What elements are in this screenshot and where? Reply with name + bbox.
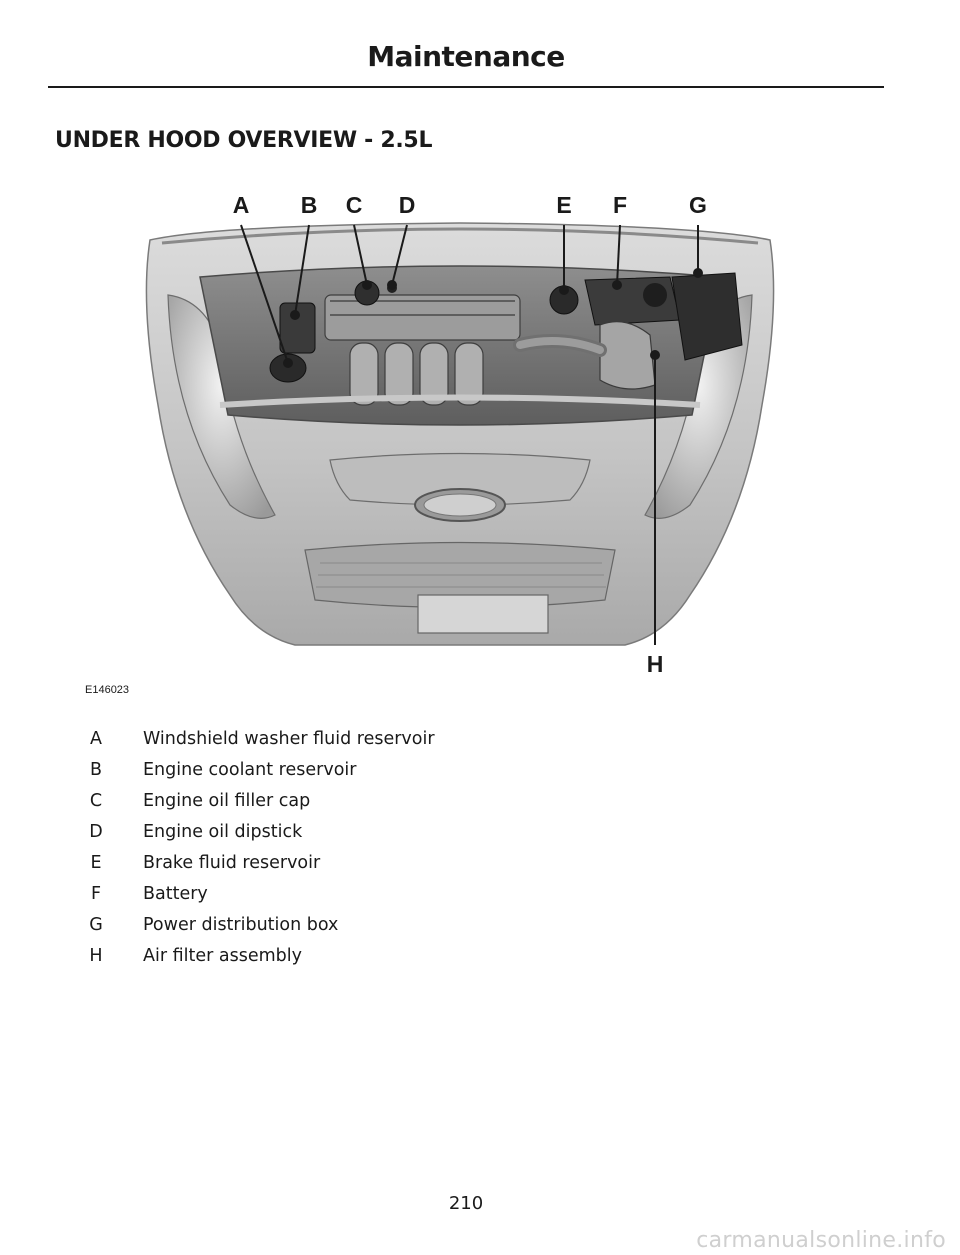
- section-title: UNDER HOOD OVERVIEW - 2.5L: [55, 128, 433, 153]
- component-legend: [86, 724, 586, 971]
- callout-f: F: [612, 192, 628, 218]
- legend-key: F: [90, 883, 102, 904]
- header-divider: [48, 86, 884, 88]
- callout-b: B: [300, 192, 318, 218]
- legend-text: Power distribution box: [143, 914, 339, 935]
- callout-d: D: [398, 192, 416, 218]
- legend-key: A: [90, 729, 102, 750]
- legend-text: Battery: [143, 883, 208, 904]
- legend-text: Brake fluid reservoir: [143, 853, 321, 873]
- legend-key: B: [89, 760, 102, 781]
- legend-row: [86, 817, 586, 848]
- legend-text: Windshield washer fluid reservoir: [143, 729, 435, 750]
- legend-key: E: [90, 853, 102, 873]
- legend-key: D: [89, 822, 103, 843]
- legend-row: [86, 848, 586, 879]
- watermark-text: carmanualsonline.info: [696, 1228, 946, 1253]
- legend-row: [86, 878, 586, 909]
- license-plate-bracket: [418, 595, 548, 633]
- legend-key: C: [89, 791, 103, 812]
- page-number: 210: [448, 1193, 484, 1214]
- callout-c: C: [345, 192, 363, 218]
- legend-key: H: [89, 945, 103, 966]
- page-header-title: Maintenance: [367, 40, 565, 73]
- legend-row: [86, 940, 586, 971]
- legend-row: [86, 786, 586, 817]
- legend-text: Air filter assembly: [143, 945, 302, 966]
- legend-text: Engine coolant reservoir: [143, 760, 357, 781]
- legend-text: Engine oil dipstick: [143, 822, 303, 843]
- legend-row: [86, 755, 586, 786]
- legend-row: [86, 909, 586, 940]
- callout-h: H: [646, 651, 664, 677]
- engine-bay-illustration: [80, 185, 840, 700]
- callout-a: A: [232, 192, 250, 218]
- legend-text: Engine oil filler cap: [143, 791, 311, 812]
- callout-g: G: [689, 192, 707, 218]
- figure-code: E146023: [85, 684, 130, 696]
- callout-e: E: [556, 192, 572, 218]
- legend-row: [86, 724, 586, 755]
- legend-key: G: [89, 914, 103, 935]
